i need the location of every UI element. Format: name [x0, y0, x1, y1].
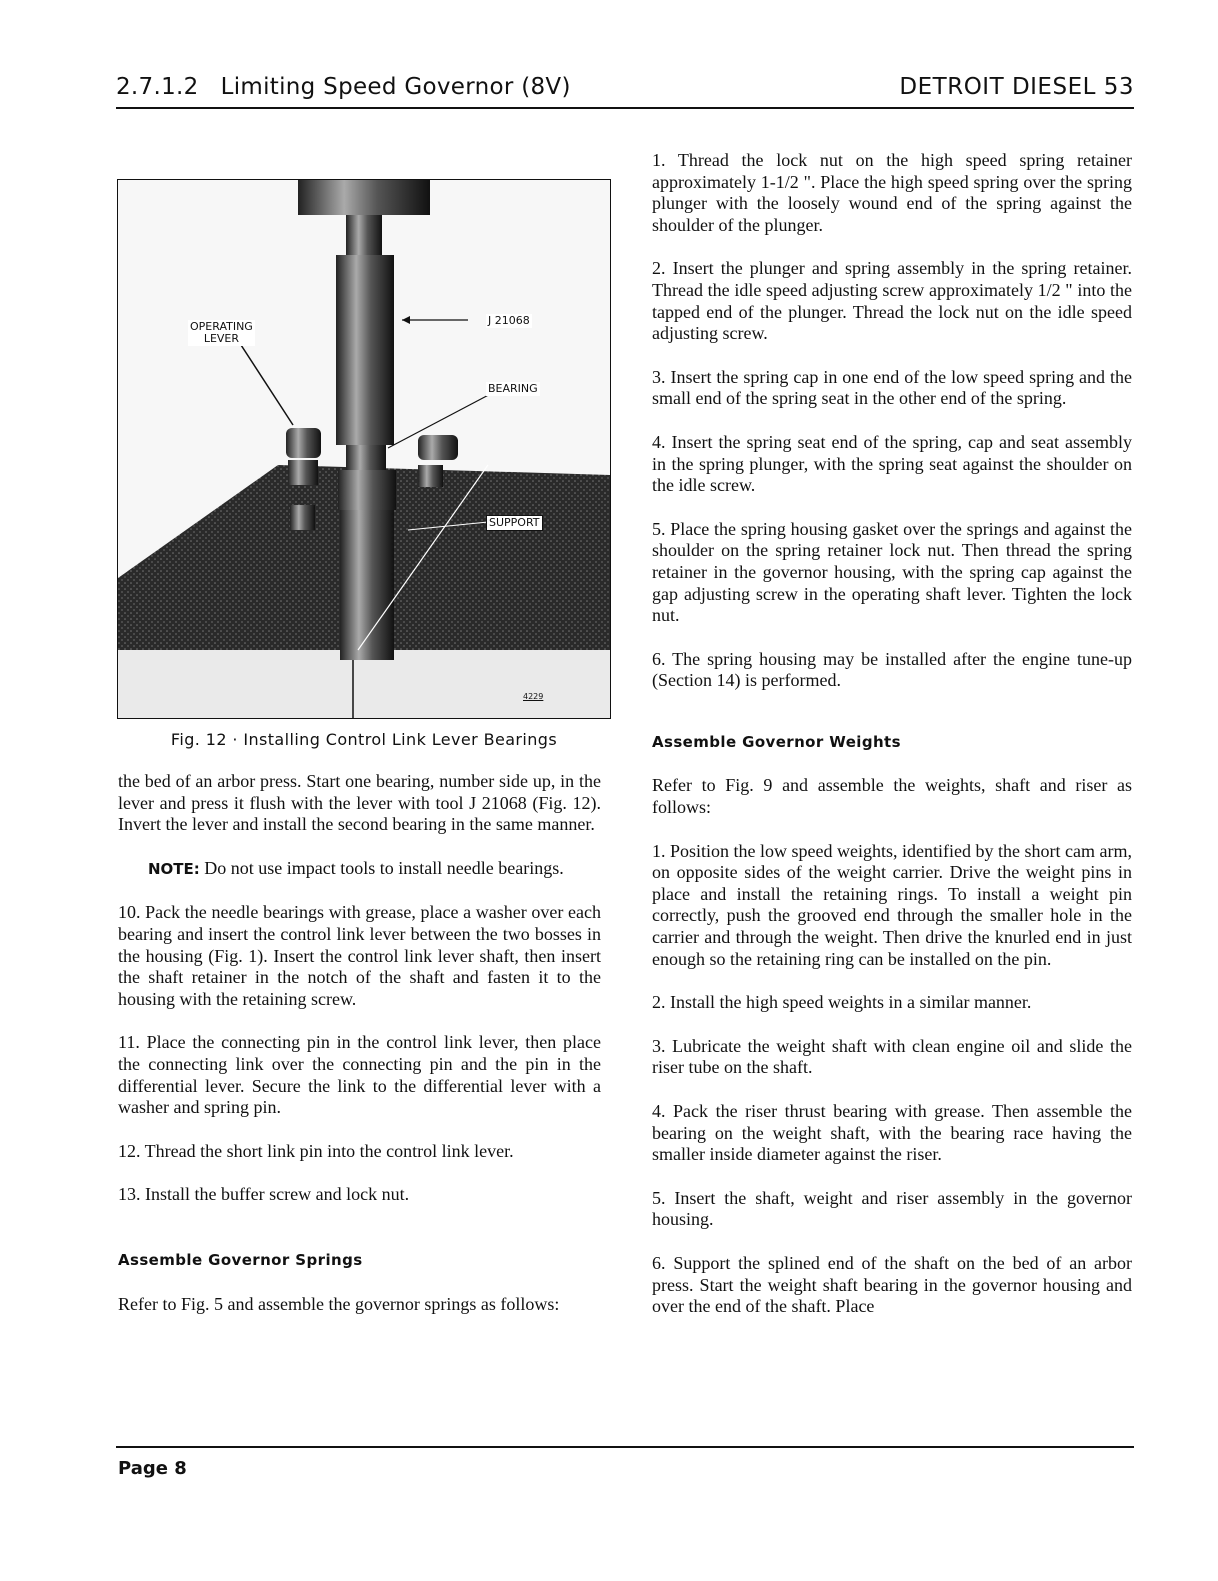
- footer-rule: [116, 1446, 1134, 1448]
- callout-tool: J 21068: [488, 314, 530, 327]
- step: 6. Support the splined end of the shaft on the bed of an arbor press. Start the weight shaft bearing in the governor housing and over the end of the shaft. Place: [652, 1252, 1132, 1317]
- section-heading-weights: Assemble Governor Weights: [652, 732, 901, 751]
- page-number: Page 8: [118, 1458, 187, 1479]
- figure-caption: Fig. 12 · Installing Control Link Lever Bearings: [170, 730, 558, 749]
- figure-number: 4229: [523, 692, 544, 701]
- paragraph: Refer to Fig. 5 and assemble the governor springs as follows:: [118, 1293, 560, 1314]
- step: 12. Thread the short link pin into the control link lever.: [118, 1140, 514, 1161]
- section-number: 2.7.1.2: [116, 74, 199, 100]
- section-title: Limiting Speed Governor (8V): [220, 74, 571, 100]
- step: 5. Insert the shaft, weight and riser assembly in the governor housing.: [652, 1187, 1132, 1230]
- bearing: [338, 470, 396, 510]
- left-column: [118, 771, 601, 1337]
- header-rule: [116, 107, 1134, 109]
- paragraph: the bed of an arbor press. Start one bearing, number side up, in the lever and press it flush with the lever with tool J 21068 (Fig. 12). Invert the lever and install the second bearing in the same manner.: [118, 771, 601, 835]
- tool-j21068: [336, 255, 394, 445]
- callout-text: LEVER: [203, 332, 240, 345]
- figure-12-photo: [117, 179, 611, 719]
- note-label: NOTE:: [148, 859, 200, 878]
- section-heading: [116, 74, 571, 100]
- step: 11. Place the connecting pin in the control link lever, then place the connecting link over the connecting pin and the pin in the differential lever. Secure the link to the differential lever with a washer and spring pin.: [118, 1032, 601, 1118]
- arbor-press-illustration: [118, 180, 610, 718]
- step: 2. Install the high speed weights in a similar manner.: [652, 992, 1032, 1013]
- note-text: Do not use impact tools to install needle bearings.: [199, 857, 564, 878]
- paragraph: Refer to Fig. 9 and assemble the weights, shaft and riser as follows:: [652, 775, 1132, 818]
- press-ram: [298, 180, 430, 215]
- callout-operating-lever: [188, 320, 255, 346]
- callout-support: SUPPORT: [486, 515, 543, 531]
- step: 1. Thread the lock nut on the high speed spring retainer approximately 1-1/2 ". Place the high speed spring over the spring plunger with the loosely wound end of the spring against the shoulder of the plunger.: [652, 150, 1132, 235]
- step: 1. Position the low speed weights, identified by the short cam arm, on opposite sides of the weight carrier. Drive the weight pins in place and install the retaining rings. To install a weight pin correctly, push the grooved end through the smaller hole in the carrier and through the weight. Then drive the knurled end in just enough so the retaining ring can be installed on the pin.: [652, 840, 1132, 969]
- step: 13. Install the buffer screw and lock nut.: [118, 1184, 410, 1205]
- step: 4. Insert the spring seat end of the spring, cap and seat assembly in the spring plunger, with the spring seat against the shoulder on the idle screw.: [652, 431, 1132, 496]
- note: [148, 858, 601, 881]
- step: 3. Lubricate the weight shaft with clean engine oil and slide the riser tube on the shaft.: [652, 1035, 1132, 1078]
- step: 2. Insert the plunger and spring assembly in the spring retainer. Thread the idle speed adjusting screw approximately 1/2 " into the tapped end of the plunger. Thread the lock nut on the idle speed adjusting screw.: [652, 258, 1132, 344]
- callout-bearing: BEARING: [488, 382, 538, 395]
- step: 3. Insert the spring cap in one end of the low speed spring and the small end of the spring seat in the other end of the spring.: [652, 366, 1132, 409]
- right-column: [652, 150, 1132, 1340]
- manual-title: DETROIT DIESEL 53: [899, 74, 1134, 100]
- step: 5. Place the spring housing gasket over the springs and against the shoulder on the spring retainer lock nut. Then thread the spring retainer in the governor housing, with the spring cap against the gap adjusting screw in the operating shaft lever. Tighten the lock nut.: [652, 518, 1132, 626]
- step: 10. Pack the needle bearings with grease, place a washer over each bearing and insert the control link lever between the two bosses in the housing (Fig. 1). Insert the control link lever shaft, then insert the shaft retainer in the notch of the shaft and fasten it to the housing with the retaining screw.: [118, 902, 601, 1009]
- step: 4. Pack the riser thrust bearing with grease. Then assemble the bearing on the weight shaft, with the bearing race having the smaller inside diameter against the riser.: [652, 1101, 1132, 1165]
- step: 6. The spring housing may be installed after the engine tune-up (Section 14) is performed.: [652, 648, 1132, 691]
- section-heading-springs: Assemble Governor Springs: [118, 1250, 363, 1269]
- callout-text: OPERATING: [190, 320, 253, 333]
- page-header: [116, 74, 1134, 108]
